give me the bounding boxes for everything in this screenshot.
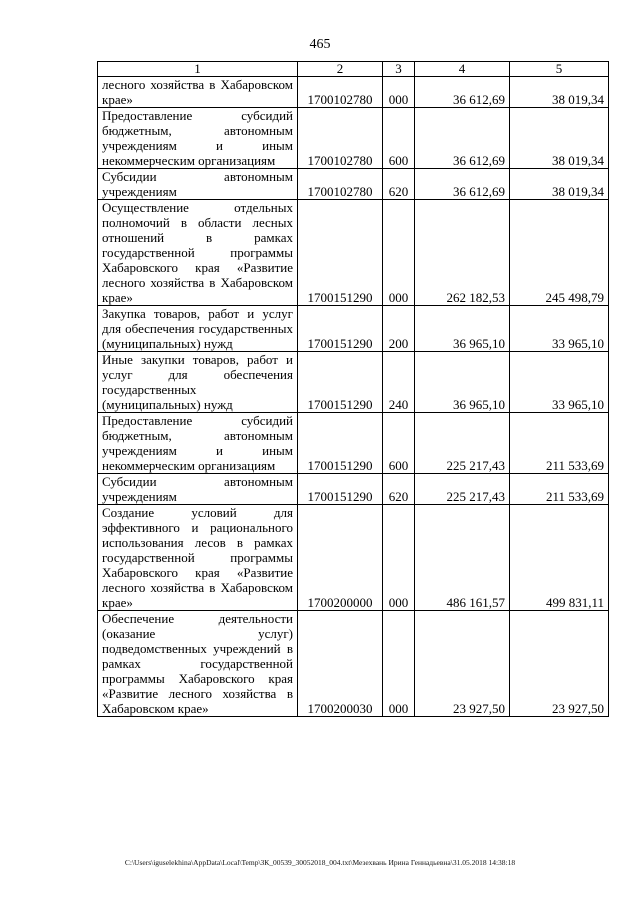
row-name: Осуществление отдельных полномочий в области лесных отношений в рамках государственной программы Хабаровского края «Развитие лесного хозяйства в Хабаровском крае»: [98, 200, 298, 306]
row-expense-type: 240: [383, 352, 415, 413]
table-row: [98, 306, 609, 352]
row-amount-col5: 211 533,69: [510, 413, 609, 474]
row-expense-type: 000: [383, 200, 415, 306]
row-name: лесного хозяйства в Хабаровском крае»: [98, 77, 298, 108]
table-row: [98, 505, 609, 611]
row-amount-col4: 36 612,69: [415, 77, 510, 108]
row-expense-type: 000: [383, 611, 415, 717]
row-amount-col4: 23 927,50: [415, 611, 510, 717]
row-amount-col4: 225 217,43: [415, 474, 510, 505]
table-row: [98, 474, 609, 505]
row-name: Обеспечение деятельности (оказание услуг) подведомственных учреждений в рамках государственной программы Хабаровского края «Развитие лесного хозяйства в Хабаровском крае»: [98, 611, 298, 717]
column-header: 5: [510, 62, 609, 77]
row-amount-col4: 36 965,10: [415, 306, 510, 352]
column-header: 4: [415, 62, 510, 77]
row-target-code: 1700200030: [298, 611, 383, 717]
row-name: Закупка товаров, работ и услуг для обеспечения государственных (муниципальных) нужд: [98, 306, 298, 352]
row-name: Предоставление субсидий бюджетным, автономным учреждениям и иным некоммерческим организациям: [98, 108, 298, 169]
row-target-code: 1700151290: [298, 306, 383, 352]
row-target-code: 1700200000: [298, 505, 383, 611]
table-header-row: [98, 62, 609, 77]
row-amount-col4: 486 161,57: [415, 505, 510, 611]
row-name: Иные закупки товаров, работ и услуг для обеспечения государственных (муниципальных) нужд: [98, 352, 298, 413]
row-amount-col5: 211 533,69: [510, 474, 609, 505]
page-number: 465: [309, 37, 331, 52]
row-amount-col5: 38 019,34: [510, 169, 609, 200]
row-amount-col5: 23 927,50: [510, 611, 609, 717]
row-expense-type: 620: [383, 474, 415, 505]
row-target-code: 1700151290: [298, 474, 383, 505]
row-name: Создание условий для эффективного и рационального использования лесов в рамках государственной программы Хабаровского края «Развитие лесного хозяйства в Хабаровском крае»: [98, 505, 298, 611]
row-target-code: 1700151290: [298, 413, 383, 474]
row-amount-col4: 225 217,43: [415, 413, 510, 474]
row-amount-col5: 33 965,10: [510, 306, 609, 352]
table-row: [98, 200, 609, 306]
row-expense-type: 200: [383, 306, 415, 352]
row-amount-col5: 499 831,11: [510, 505, 609, 611]
row-target-code: 1700151290: [298, 352, 383, 413]
row-name: Предоставление субсидий бюджетным, автономным учреждениям и иным некоммерческим организациям: [98, 413, 298, 474]
row-target-code: 1700102780: [298, 169, 383, 200]
table-row: [98, 108, 609, 169]
column-header: 3: [383, 62, 415, 77]
row-amount-col4: 36 965,10: [415, 352, 510, 413]
budget-table: [97, 61, 609, 717]
row-expense-type: 000: [383, 77, 415, 108]
row-expense-type: 600: [383, 413, 415, 474]
table-row: [98, 611, 609, 717]
row-amount-col5: 245 498,79: [510, 200, 609, 306]
column-header: 2: [298, 62, 383, 77]
footer-file-path: C:\Users\iguselekhina\AppData\Local\Temp\ЗК_00539_30052018_004.txt\Мезехвань Ирина Геннадьевна\31.05.2018 14:38:18: [124, 858, 516, 867]
row-name: Субсидии автономным учреждениям: [98, 474, 298, 505]
row-expense-type: 000: [383, 505, 415, 611]
row-amount-col4: 36 612,69: [415, 169, 510, 200]
row-target-code: 1700151290: [298, 200, 383, 306]
table-row: [98, 352, 609, 413]
table-row: [98, 413, 609, 474]
row-target-code: 1700102780: [298, 77, 383, 108]
row-amount-col5: 33 965,10: [510, 352, 609, 413]
row-target-code: 1700102780: [298, 108, 383, 169]
row-amount-col4: 36 612,69: [415, 108, 510, 169]
row-amount-col5: 38 019,34: [510, 108, 609, 169]
row-expense-type: 600: [383, 108, 415, 169]
row-name: Субсидии автономным учреждениям: [98, 169, 298, 200]
table-row: [98, 77, 609, 108]
row-expense-type: 620: [383, 169, 415, 200]
row-amount-col4: 262 182,53: [415, 200, 510, 306]
column-header: 1: [98, 62, 298, 77]
row-amount-col5: 38 019,34: [510, 77, 609, 108]
table-row: [98, 169, 609, 200]
